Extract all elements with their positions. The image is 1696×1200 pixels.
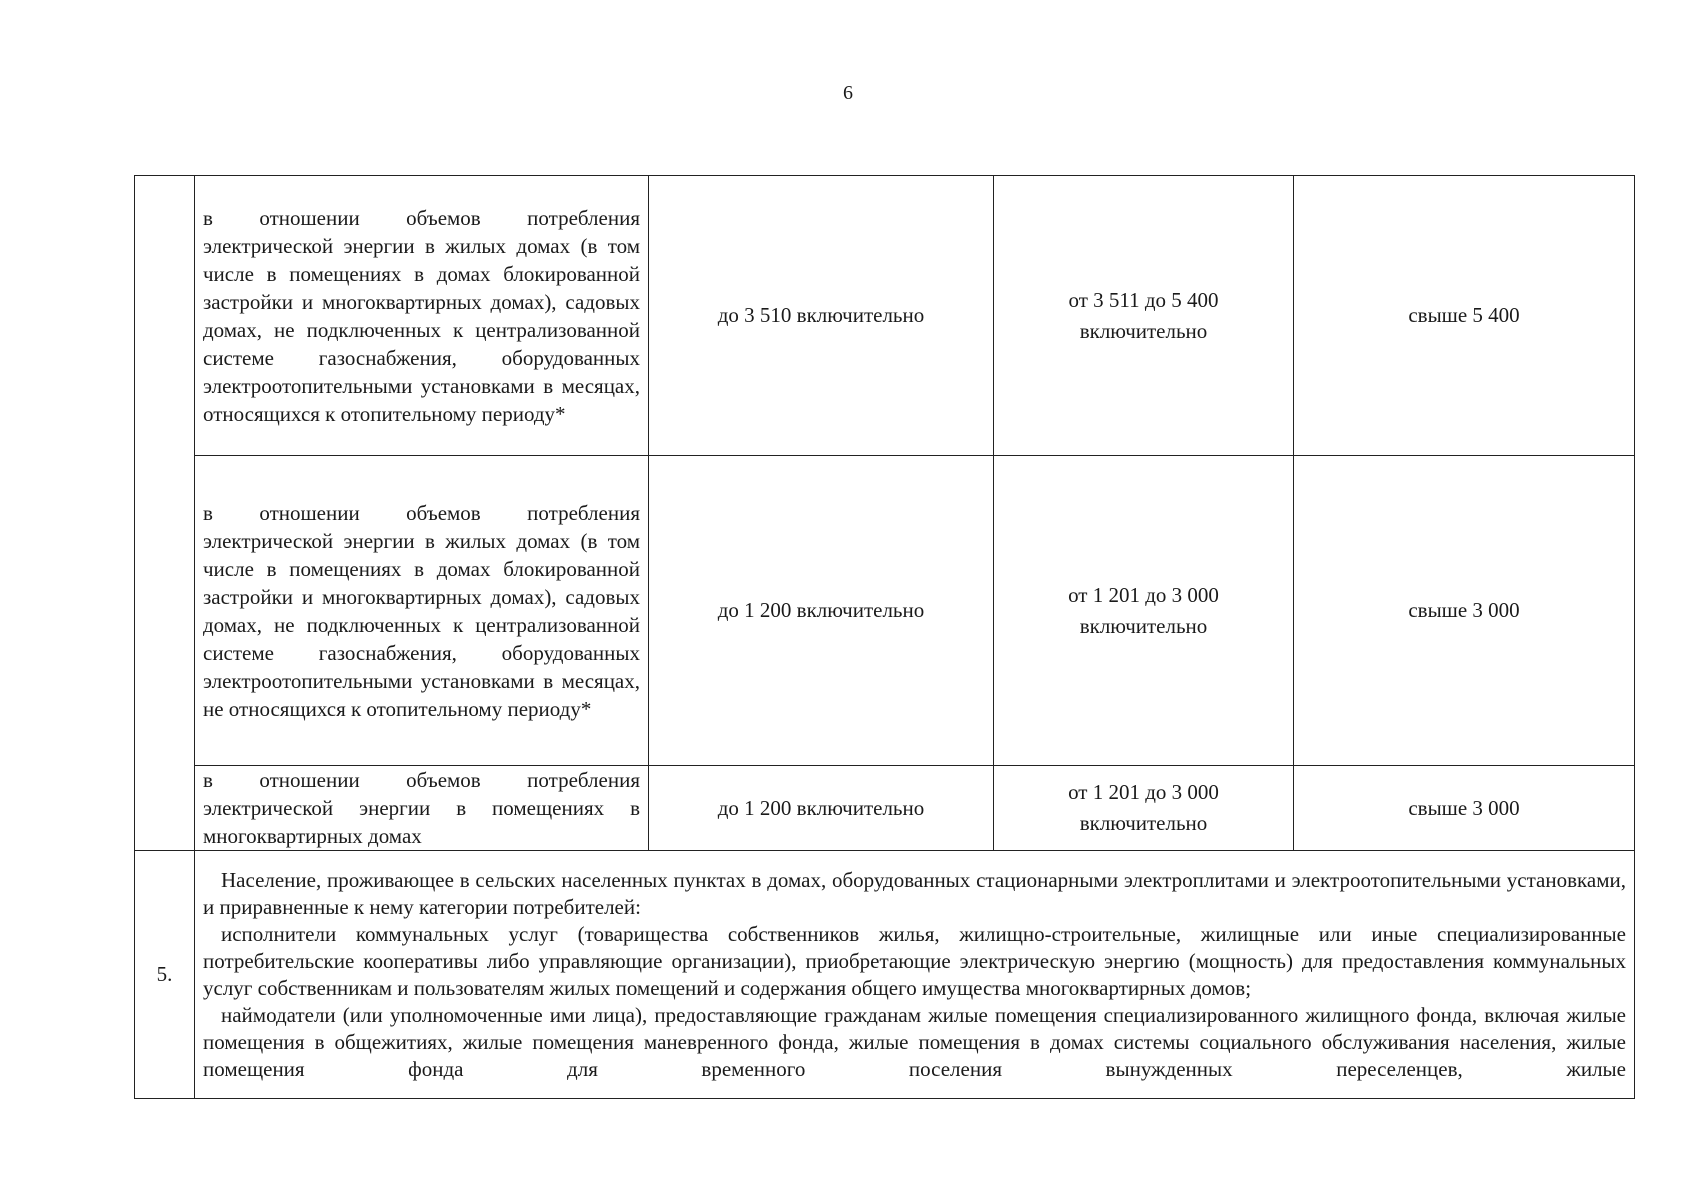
table-row [135,851,1635,1099]
section-5-paragraph-1: Население, проживающее в сельских населенных пунктах в домах, оборудованных стационарными электроплитами и электроотопительными установками, и приравненные к нему категории потребителей: [203,867,1626,919]
consumption-description-cell: в отношении объемов потребления электрической энергии в помещениях в многоквартирных домах [195,766,649,851]
range-low-cell: до 3 510 включительно [649,176,994,456]
consumption-description-cell: в отношении объемов потребления электрической энергии в жилых домах (в том числе в помещениях в домах блокированной застройки и многоквартирных домах), садовых домах, не подключенных к централизованной системе газоснабжения, оборудованных электроотопительными установками в месяцах, относящихся к отопительному периоду* [195,176,649,456]
row-number-cell: 5. [135,851,195,1099]
consumption-description-cell: в отношении объемов потребления электрической энергии в жилых домах (в том числе в помещениях в домах блокированной застройки и многоквартирных домах), садовых домах, не подключенных к централизованной системе газоснабжения, оборудованных электроотопительными установками в месяцах, не относящихся к отопительному периоду* [195,456,649,766]
range-high-cell: свыше 5 400 [1294,176,1635,456]
table-row [135,456,1635,766]
table-row [135,766,1635,851]
range-low-cell: до 1 200 включительно [649,766,994,851]
range-mid-line-2: включительно [1079,613,1208,638]
range-mid-line-2: включительно [1079,811,1208,835]
section-5-paragraph-3: наймодатели (или уполномоченные ими лица), предоставляющие гражданам жилые помещения специализированного жилищного фонда, включая жилые помещения в общежитиях, жилые помещения маневренного фонда, жилые помещения в домах системы социального обслуживания населения, жилые помещения фонда для временного поселения вынужденных переселенцев, жилые [203,1002,1626,1081]
range-mid-line-2: включительно [1079,318,1208,343]
range-mid-line-1: от 1 201 до 3 000 [1068,582,1219,607]
range-low-cell: до 1 200 включительно [649,456,994,766]
row-number-cell-empty [135,176,195,851]
page-number: 6 [843,82,853,104]
range-high-cell: свыше 3 000 [1294,766,1635,851]
range-mid-cell [994,766,1294,851]
range-mid-line-1: от 1 201 до 3 000 [1068,780,1219,804]
range-high-cell: свыше 3 000 [1294,456,1635,766]
range-mid-line-1: от 3 511 до 5 400 [1068,287,1219,312]
section-5-text-cell [195,851,1635,1099]
table-row [135,176,1635,456]
range-mid-cell [994,456,1294,766]
section-5-paragraph-2: исполнители коммунальных услуг (товарищества собственников жилья, жилищно-строительные, жилищные или иные специализированные потребительские кооперативы либо управляющие организации), приобретающие электрическую энергию (мощность) для предоставления коммунальных услуг собственникам и пользователям жилых помещений и содержания общего имущества многоквартирных домов; [203,921,1626,1000]
range-mid-cell [994,176,1294,456]
tariff-table [134,175,1635,1099]
